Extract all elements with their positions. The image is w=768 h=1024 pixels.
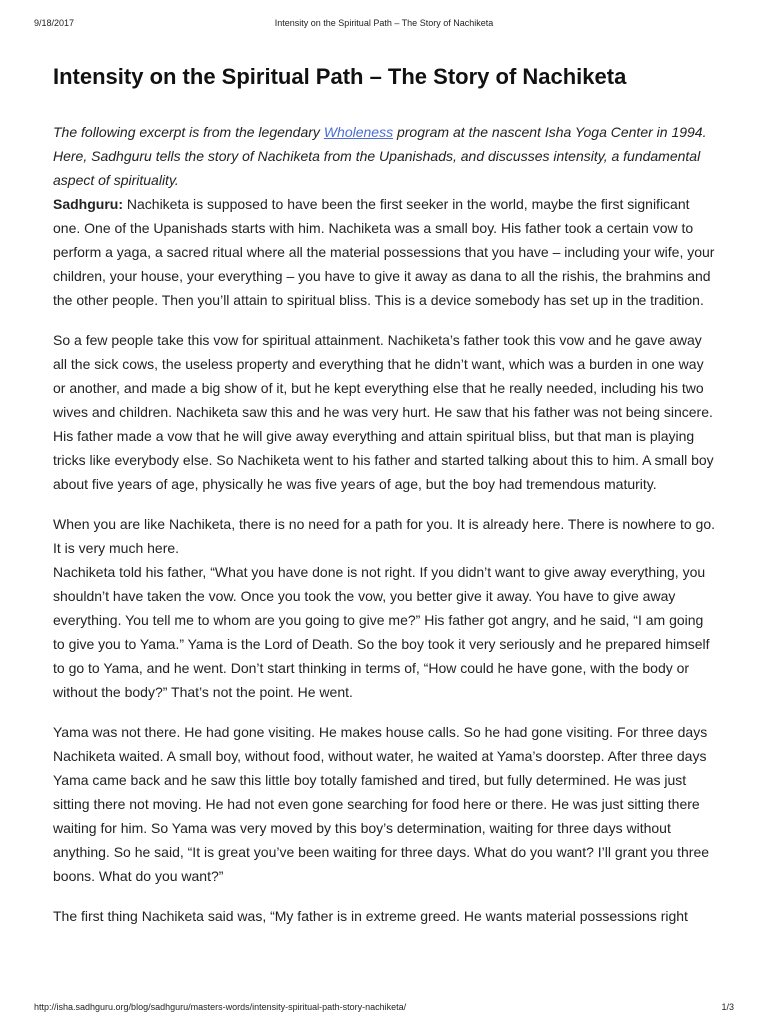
page-url: http://isha.sadhguru.org/blog/sadhguru/masters-words/intensity-spiritual-path-story-nachiketa/ [34,1002,407,1012]
intro-text-after: program at the nascent Isha Yoga Center in 1994. Here, Sadhguru tells the story of Nachiketa from the Upanishads, and discusses intensity, a fundamental aspect of spirituality. [53,124,707,188]
paragraph-4: Nachiketa told his father, “What you have done is not right. If you didn’t want to give away everything, you shouldn’t have taken the vow. Once you took the vow, you better give it away. You have to give away everything. You tell me to whom are you going to give me?” His father got angry, and he said, “I am going to give you to Yama.” Yama is the Lord of Death. So the boy took it very seriously and he prepared himself to go to Yama, and he went. Don’t start thinking in terms of, “How could he have gone, with the body or without the body?” That’s not the point. He went. [53,564,710,700]
paragraph-1-text: Nachiketa is supposed to have been the first seeker in the world, maybe the first significant one. One of the Upanishads starts with him. Nachiketa was a small boy. His father took a certain vow to perform a yaga, a sacred ritual where all the material possessions that you have – including your wife, your children, your house, your everything – you have to give it away as dana to all the rishis, the brahmins and the other people. Then you’ll attain to spiritual bliss. This is a device somebody has set up in the tradition. [53,196,715,308]
paragraph-5: Yama was not there. He had gone visiting. He makes house calls. So he had gone visiting. For three days Nachiketa waited. A small boy, without food, without water, he waited at Yama’s doorstep. After three days Yama came back and he saw this little boy totally famished and tired, but fully determined. He was just sitting there not moving. He had not even gone searching for food here or there. He was just sitting there waiting for him. So Yama was very moved by this boy’s determination, waiting for three days without anything. So he said, “It is great you’ve been waiting for three days. What do you want? I’ll grant you three boons. What do you want?” [53,724,710,884]
article [53,62,718,928]
page-number: 1/3 [721,1002,734,1012]
print-date: 9/18/2017 [34,18,75,28]
paragraph-1 [53,192,718,312]
paragraph-6: The first thing Nachiketa said was, “My father is in extreme greed. He wants material possessions right [53,908,688,924]
intro-text-before: The following excerpt is from the legendary [53,124,324,140]
speaker-label: Sadhguru: [53,196,123,212]
article-title: Intensity on the Spiritual Path – The Story of Nachiketa [53,64,627,89]
print-doc-title: Intensity on the Spiritual Path – The Story of Nachiketa [274,18,494,28]
wholeness-link[interactable]: Wholeness [323,124,394,140]
paragraph-2: So a few people take this vow for spiritual attainment. Nachiketa’s father took this vow and he gave away all the sick cows, the useless property and everything that he didn’t want, which was a burden in one way or another, and made a big show of it, but he kept everything else that he really needed, including his two wives and children. Nachiketa saw this and he was very hurt. He saw that his father was not being sincere. His father made a vow that he will give away everything and attain spiritual bliss, but that man is playing tricks like everybody else. So Nachiketa went to his father and started talking about this to him. A small boy about five years of age, physically he was five years of age, but the boy had tremendous maturity. [53,332,714,492]
article-intro [53,120,718,192]
paragraph-3: When you are like Nachiketa, there is no need for a path for you. It is already here. There is nowhere to go. It is very much here. [53,516,715,556]
